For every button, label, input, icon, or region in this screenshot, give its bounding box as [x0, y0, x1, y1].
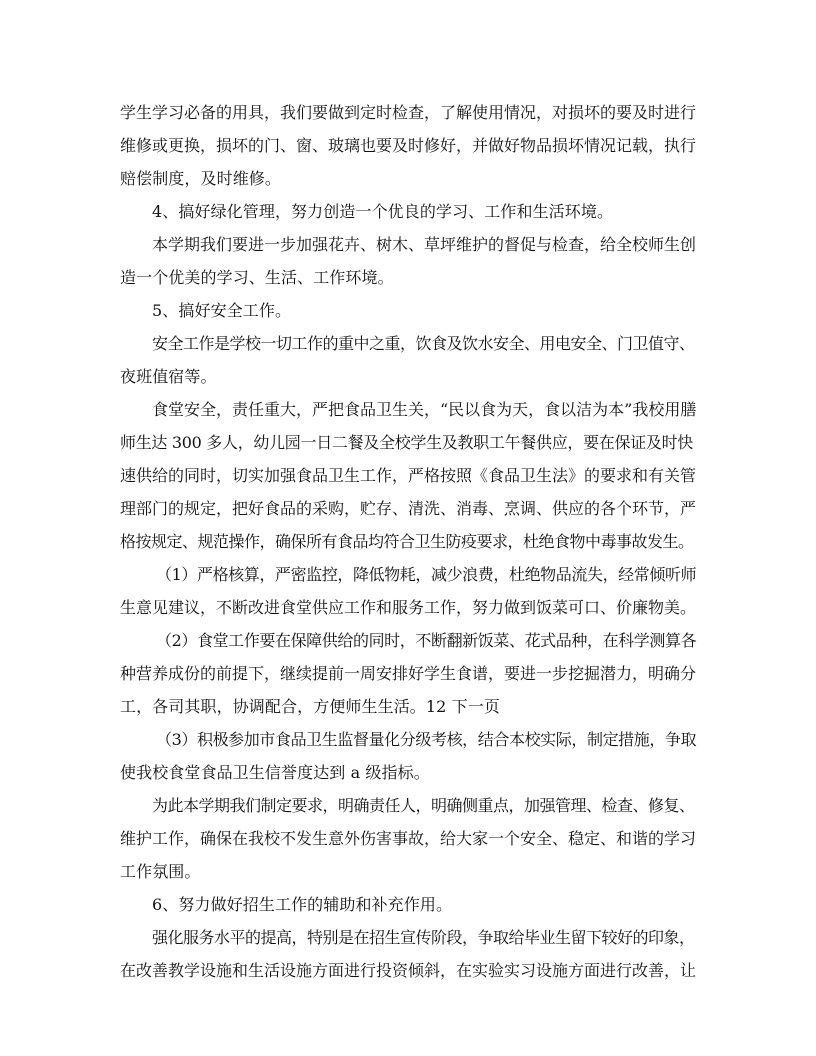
- list-item-1: （1）严格核算，严密监控，降低物耗，减少浪费，杜绝物品流失，经常倾听师: [156, 565, 697, 584]
- section-heading-4: 4、搞好绿化管理，努力创造一个优良的学习、工作和生活环境。: [152, 202, 614, 221]
- text-line: 格按规定、规范操作，确保所有食品均符合卫生防疫要求，杜绝食物中毒事故发生。: [120, 532, 694, 551]
- text-line: 工作氛围。: [120, 862, 201, 881]
- text-line: 师生达 300 多人，幼儿园一日二餐及全校学生及教职工午餐供应，要在保证及时快: [120, 433, 694, 452]
- text-line: 学生学习必备的用具，我们要做到定时检查，了解使用情况，对损坏的要及时进行: [120, 103, 697, 122]
- text-line: 造一个优美的学习、生活、工作环境。: [120, 268, 394, 287]
- text-line: 赔偿制度，及时维修。: [120, 169, 282, 188]
- text-line: 在改善教学设施和生活设施方面进行投资倾斜，在实验实习设施方面进行改善，让: [120, 961, 697, 980]
- document-body: [120, 96, 696, 987]
- list-item-2: （2）食堂工作要在保障供给的同时，不断翻新饭菜、花式品种，在科学测算各: [156, 631, 697, 650]
- text-line: 工，各司其职，协调配合，方便师生生活。12 下一页: [120, 697, 500, 716]
- text-line: 使我校食堂食品卫生信誉度达到 a 级指标。: [120, 763, 430, 782]
- text-line: 速供给的同时，切实加强食品卫生工作，严格按照《食品卫生法》的要求和有关管: [120, 466, 697, 485]
- list-item-3: （3）积极参加市食品卫生监督量化分级考核，结合本校实际，制定措施，争取: [156, 730, 697, 749]
- text-line: 为此本学期我们制定要求，明确责任人，明确侧重点，加强管理、检查、修复、: [152, 796, 695, 815]
- section-heading-6: 6、努力做好招生工作的辅助和补充作用。: [152, 895, 453, 914]
- section-heading-5: 5、搞好安全工作。: [152, 301, 292, 320]
- text-line: 维修或更换，损坏的门、窗、玻璃也要及时修好，并做好物品损坏情况记载，执行: [120, 136, 697, 155]
- text-line: 夜班值宿等。: [120, 367, 217, 386]
- text-line: 种营养成份的前提下，继续提前一周安排好学生食谱，要进一步挖掘潜力，明确分: [120, 664, 697, 683]
- text-line: 食堂安全，责任重大，严把食品卫生关，“民以食为天，食以洁为本”我校用膳: [152, 400, 697, 419]
- text-line: 生意见建议，不断改进食堂供应工作和服务工作，努力做到饭菜可口、价廉物美。: [120, 598, 697, 617]
- text-line: 理部门的规定，把好食品的采购，贮存、清洗、消毒、烹调、供应的各个环节，严: [120, 499, 697, 518]
- text-line: 本学期我们要进一步加强花卉、树木、草坪维护的督促与检查，给全校师生创: [152, 235, 697, 254]
- text-line: 维护工作，确保在我校不发生意外伤害事故，给大家一个安全、稳定、和谐的学习: [120, 829, 697, 848]
- text-line: 强化服务水平的提高，特别是在招生宣传阶段，争取给毕业生留下较好的印象，: [152, 928, 695, 947]
- text-line: 安全工作是学校一切工作的重中之重，饮食及饮水安全、用电安全、门卫值守、: [152, 334, 695, 353]
